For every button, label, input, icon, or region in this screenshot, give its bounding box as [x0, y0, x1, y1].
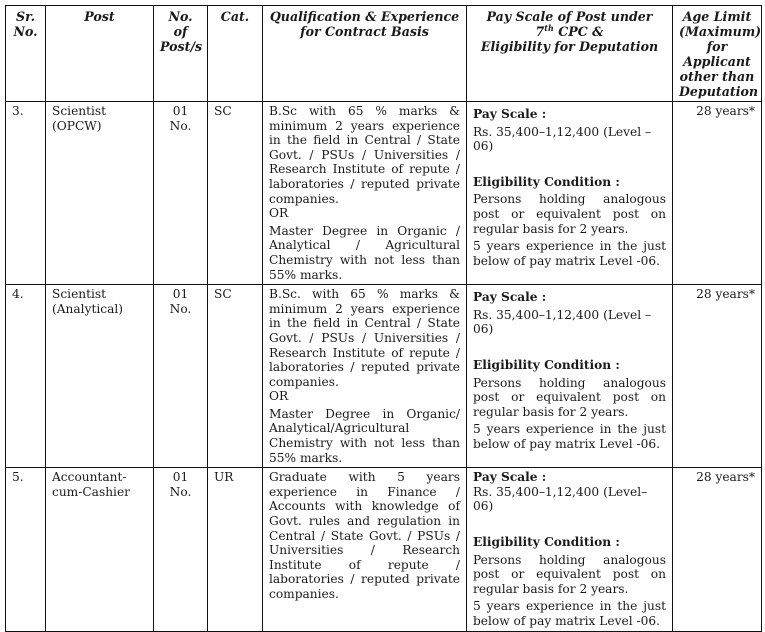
qualification-cell [263, 468, 467, 631]
qualification-main: B.Sc. with 65 % marks & minimum 2 years experience in the field in Central / State Govt. / PSUs / Universities / Research Institute of repute / laboratories / reputed private companies. [269, 287, 460, 389]
eligibility-condition-2: 5 years experience in the just below of pay matrix Level -06. [473, 599, 666, 628]
header-pay-scale [467, 6, 673, 102]
eligibility-condition-2: 5 years experience in the just below of pay matrix Level -06. [473, 239, 666, 268]
pay-scale-label: Pay Scale : [473, 290, 547, 305]
age-limit-cell: 28 years* [673, 468, 762, 631]
num-posts-cell: 01 No. [154, 285, 208, 468]
num-posts-cell: 01 No. [154, 102, 208, 285]
qualification-main: B.Sc with 65 % marks & minimum 2 years experience in the field in Central / State Govt. / PSUs / Universities / Research Institute of repute / laboratories / reputed private companies. [269, 104, 460, 206]
category-cell: SC [208, 285, 263, 468]
qualification-or: OR [269, 389, 289, 404]
eligibility-label: Eligibility Condition : [473, 535, 620, 550]
eligibility-condition-1: Persons holding analogous post or equivalent post on regular basis for 2 years. [473, 192, 666, 236]
qualification-cell [263, 102, 467, 285]
pay-scale-cell [467, 285, 673, 468]
header-pay-line2-num: 7 [535, 24, 545, 39]
post-cell: Accountant-cum-Cashier [46, 468, 154, 631]
table-row [6, 285, 762, 468]
table-row [6, 102, 762, 285]
num-posts-cell: 01 No. [154, 468, 208, 631]
header-age-limit: Age Limit (Maximum) for Applicant other than Deputation [673, 6, 762, 102]
pay-scale-label: Pay Scale : [473, 107, 547, 121]
table-header-row [6, 6, 762, 102]
qualification-alt: Master Degree in Organic / Analytical / Agricultural Chemistry with not less than 55% marks. [269, 223, 460, 282]
pay-scale-label: Pay Scale : [473, 470, 547, 485]
pay-scale-value: Rs. 35,400–1,12,400 (Level–06) [473, 484, 648, 514]
post-cell: Scientist (Analytical) [46, 285, 154, 468]
eligibility-label: Eligibility Condition : [473, 357, 620, 372]
pay-scale-value: Rs. 35,400–1,12,400 (Level – 06) [473, 307, 652, 337]
sr-no-cell: 4. [6, 285, 46, 468]
qualification-main: Graduate with 5 years experience in Finance / Accounts with knowledge of Govt. rules and regulation in Central / State Govt. / PSUs / Universities / Research Institute of repute / laboratories / reputed private companies. [269, 470, 460, 601]
header-pay-line2-rest: CPC & [553, 24, 604, 39]
pay-scale-cell [467, 102, 673, 285]
category-cell: SC [208, 102, 263, 285]
header-qualification: Qualification & Experience for Contract Basis [263, 6, 467, 102]
pay-scale-cell [467, 468, 673, 631]
header-pay-line1: Pay Scale of Post under [486, 9, 653, 24]
qualification-or: OR [269, 206, 289, 221]
header-num-posts: No. of Post/s [154, 6, 208, 102]
sr-no-cell: 5. [6, 468, 46, 631]
table-row [6, 468, 762, 631]
qualification-cell [263, 285, 467, 468]
header-category: Cat. [208, 6, 263, 102]
post-cell: Scientist (OPCW) [46, 102, 154, 285]
header-sr-no: Sr. No. [6, 6, 46, 102]
age-limit-cell: 28 years* [673, 102, 762, 285]
eligibility-condition-2: 5 years experience in the just below of pay matrix Level -06. [473, 422, 666, 451]
pay-scale-value: Rs. 35,400–1,12,400 (Level – 06) [473, 124, 652, 154]
category-cell: UR [208, 468, 263, 631]
eligibility-condition-1: Persons holding analogous post or equivalent post on regular basis for 2 years. [473, 552, 666, 596]
age-limit-cell: 28 years* [673, 285, 762, 468]
recruitment-table [5, 5, 762, 632]
header-pay-line3: Eligibility for Deputation [480, 39, 659, 54]
eligibility-condition-1: Persons holding analogous post or equivalent post on regular basis for 2 years. [473, 375, 666, 419]
header-pay-line2-sup: th [544, 22, 554, 33]
header-post: Post [46, 6, 154, 102]
eligibility-label: Eligibility Condition : [473, 174, 620, 189]
sr-no-cell: 3. [6, 102, 46, 285]
qualification-alt: Master Degree in Organic/ Analytical/Agricultural Chemistry with not less than 55% marks. [269, 406, 460, 465]
